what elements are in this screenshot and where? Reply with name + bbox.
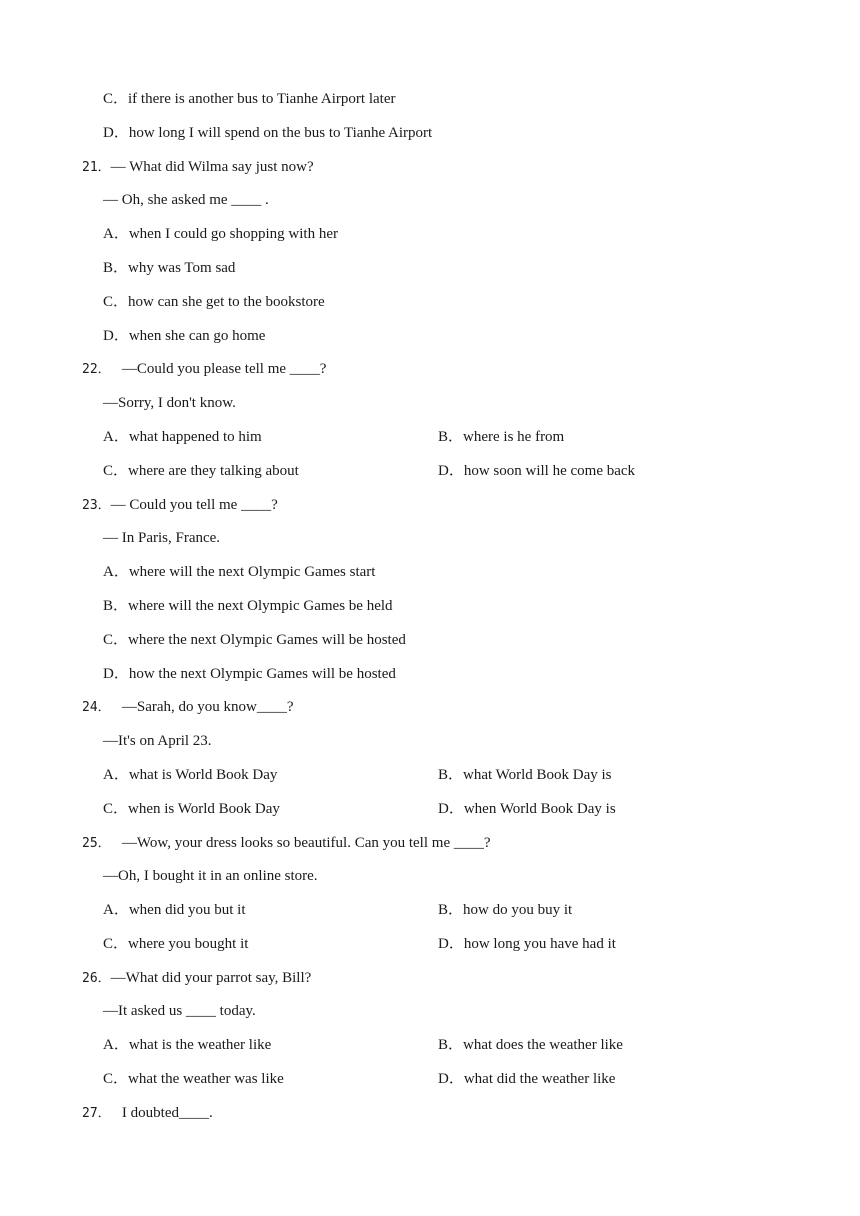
q21-option-b [103,258,235,278]
option-text: when is World Book Day [128,801,280,817]
option-text: what is World Book Day [128,767,278,783]
q21-option-c [103,292,325,312]
option-letter: D． [103,328,129,344]
option-letter: B． [103,598,129,614]
option-text: when she can go home [128,328,266,344]
question-23-reply: — In Paris, France. [103,530,221,546]
option-text: what the weather was like [128,1071,284,1087]
question-number: 22． [82,362,111,377]
option-letter: B． [438,902,464,918]
question-text: I doubted____. [121,1105,213,1121]
q21-option-a [103,224,338,244]
question-22-reply: —Sorry, I don't know. [103,395,236,411]
option-letter: D． [103,125,129,141]
option-text: if there is another bus to Tianhe Airport later [128,91,396,107]
q26-option-d [438,1069,615,1089]
q25-option-d [438,934,616,954]
question-number: 21． [82,160,111,175]
option-letter: B． [438,1037,464,1053]
q23-option-d [103,664,396,684]
option-text: what did the weather like [463,1071,616,1087]
option-letter: C． [103,463,129,479]
option-text: what does the weather like [463,1037,623,1053]
question-22-prompt [82,359,326,380]
question-text: —Sarah, do you know____? [121,699,294,715]
option-text: where you bought it [128,936,249,952]
question-text: —Could you please tell me ____? [121,361,327,377]
option-text: where are they talking about [128,463,299,479]
question-text: —Wow, your dress looks so beautiful. Can you tell me ____? [121,835,491,851]
option-text: what is the weather like [128,1037,272,1053]
q24-option-c [103,799,280,819]
option-letter: A． [103,902,129,918]
option-letter: D． [438,1071,464,1087]
q25-option-b [438,900,572,920]
question-27-prompt [82,1103,213,1124]
q24-option-a [103,765,277,785]
option-letter: A． [103,226,129,242]
option-text: how the next Olympic Games will be hosted [128,666,396,682]
option-letter: C． [103,1071,129,1087]
q24-option-d [438,799,616,819]
question-25-reply: —Oh, I bought it in an online store. [103,868,318,884]
option-text: how can she get to the bookstore [128,294,325,310]
option-text: how soon will he come back [463,463,636,479]
option-letter: D． [438,936,464,952]
option-letter: A． [103,564,129,580]
option-c [103,89,395,109]
q26-option-b [438,1035,623,1055]
question-text: —What did your parrot say, Bill? [110,970,312,986]
option-text: where will the next Olympic Games start [128,564,376,580]
option-text: what World Book Day is [463,767,612,783]
q23-option-b [103,596,393,616]
q23-option-a [103,562,375,582]
option-letter: C． [103,936,129,952]
option-text: where will the next Olympic Games be held [128,598,393,614]
option-letter: A． [103,429,129,445]
question-21-reply: — Oh, she asked me ____ . [103,192,269,208]
option-text: how long I will spend on the bus to Tianhe Airport [128,125,433,141]
question-21-prompt [82,157,314,178]
option-letter: C． [103,801,129,817]
q22-option-c [103,461,299,481]
q26-option-a [103,1035,271,1055]
q25-option-c [103,934,248,954]
q22-option-d [438,461,635,481]
question-25-prompt [82,833,491,854]
option-letter: B． [438,767,464,783]
q22-option-a [103,427,262,447]
q26-option-c [103,1069,284,1089]
question-number: 26． [82,971,111,986]
question-24-reply: —It's on April 23. [103,733,212,749]
q25-option-a [103,900,246,920]
option-letter: C． [103,294,129,310]
q21-option-d [103,326,265,346]
option-text: what happened to him [128,429,262,445]
question-23-prompt [82,495,278,516]
q24-option-b [438,765,612,785]
question-number: 27． [82,1106,111,1121]
option-text: why was Tom sad [128,260,236,276]
q22-option-b [438,427,564,447]
q23-option-c [103,630,406,650]
option-text: when did you but it [128,902,246,918]
option-letter: A． [103,767,129,783]
option-letter: B． [438,429,464,445]
option-text: how do you buy it [463,902,573,918]
question-number: 25． [82,836,111,851]
question-text: — Could you tell me ____? [110,497,278,513]
option-text: when World Book Day is [463,801,616,817]
option-letter: C． [103,91,129,107]
option-letter: D． [438,463,464,479]
question-number: 24． [82,700,111,715]
option-d [103,123,432,143]
question-text: — What did Wilma say just now? [110,159,314,175]
option-text: how long you have had it [463,936,616,952]
option-letter: D． [103,666,129,682]
option-letter: D． [438,801,464,817]
option-letter: A． [103,1037,129,1053]
option-letter: C． [103,632,129,648]
option-letter: B． [103,260,129,276]
question-26-reply: —It asked us ____ today. [103,1003,256,1019]
option-text: where the next Olympic Games will be hosted [128,632,406,648]
question-26-prompt [82,968,311,989]
option-text: where is he from [463,429,565,445]
option-text: when I could go shopping with her [128,226,338,242]
question-24-prompt [82,697,294,718]
question-number: 23． [82,498,111,513]
